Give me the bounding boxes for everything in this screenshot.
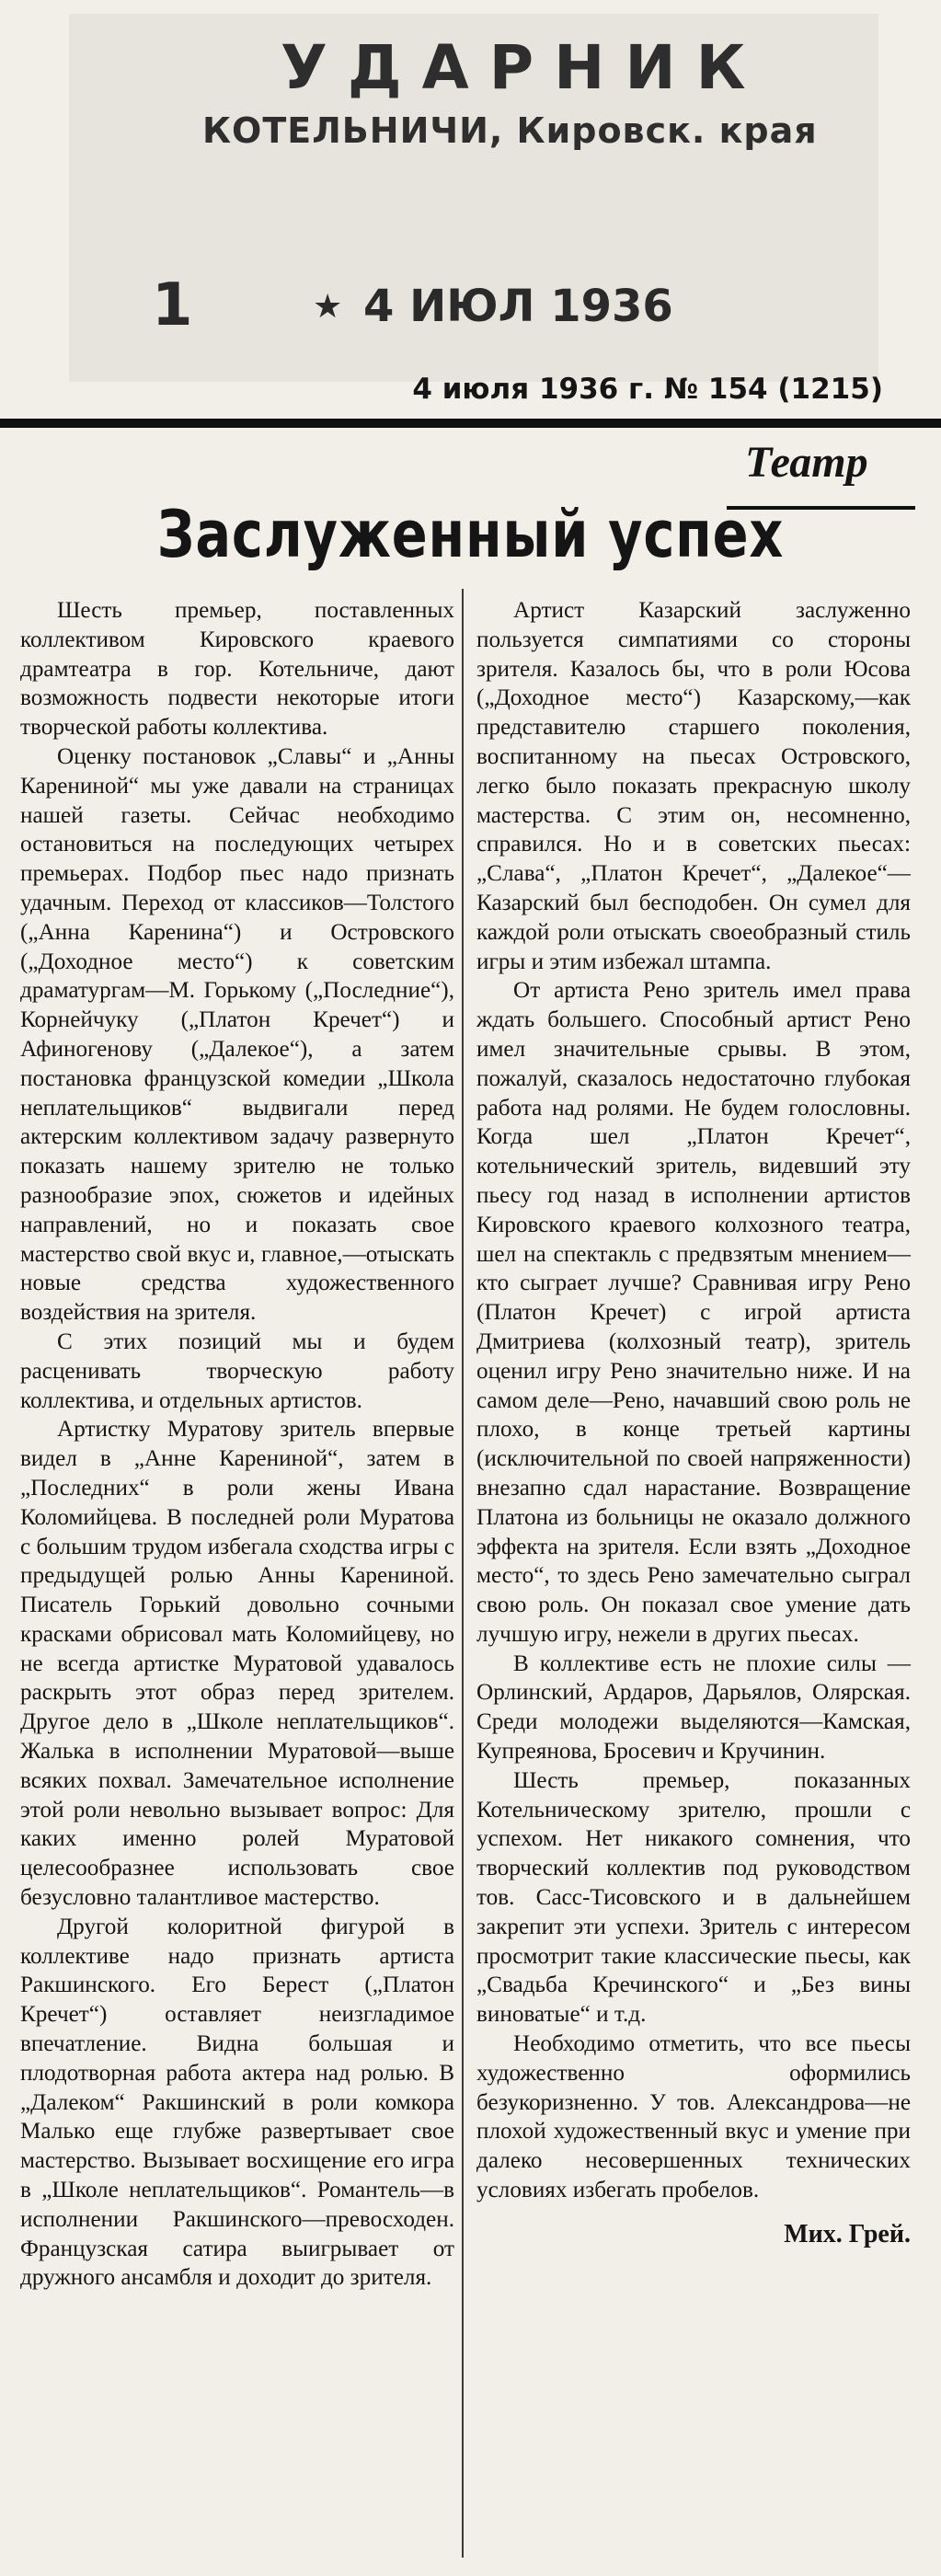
issue-date-number: 4 июля 1936 г. № 154 (1215) bbox=[412, 373, 883, 406]
author-signature: Мих. Грей. bbox=[784, 2219, 911, 2248]
column-divider bbox=[462, 589, 464, 2558]
article-paragraph: С этих позиций мы и будем расценивать творческую работу коллектива, и отдельных артистов. bbox=[20, 1328, 454, 1413]
article-paragraph: Оценку постановок „Славы“ и „Анны Карениной“ мы уже давали на страницах нашей газеты. Сейчас необходимо остановиться на последующих четырех премьерах. Подбор пьес надо признать удачным. Переход от классиков—Толстого („Анна Каренина“) и Островского („Доходное место“) к советским драматургам—М. Горькому („Последние“), Корнейчуку („Платон Кречет“) и Афиногенову („Далекое“), а затем постановка французской комедии „Школа неплательщиков“ выдвигали перед актерским коллективом задачу развернуто показать нашему зрителю не только разнообразие эпох, сюжетов и идейных направлений, но и показать свое мастерство свой вкус и, главное,—отыскать новые средства художественного воздействия на зрителя. bbox=[20, 743, 454, 1326]
header-rule bbox=[0, 419, 941, 428]
article-paragraph: От артиста Рено зритель имел права ждать большего. Способный артист Рено имел значительные срывы. В этом, пожалуй, сказалось недостаточно глубокая работа над ролями. Не будем голословны. Когда шел „Платон Кречет“, котельнический зритель, видевший эту пьесу год назад в исполнении артистов Кировского краевого колхозного театра, шел на спектакль с предвзятым мнением—кто сыграет лучше? Сравнивая игру Рено (Платон Кречет) с игрой артиста Дмитриева (колхозный театр), зритель оценил игру Рено значительно ниже. И на самом деле—Рено, начавший свою роль не плохо, в конце третьей картины (исключительной по своей напряженности) внезапно сдал нарастание. Возвращение Платона из больницы не оказало должного эффекта на зрителя. Если взять „Доходное место“, то здесь Рено замечательно сыграл свою роль. Он показал свое умение дать лучшую игру, нежели в других пьесах. bbox=[476, 978, 911, 1647]
article-headline: Заслуженный успех bbox=[156, 497, 785, 572]
library-stamp-area bbox=[69, 14, 878, 382]
article-column-right bbox=[476, 596, 911, 2249]
star-icon: ★ bbox=[313, 288, 343, 326]
article-column-left bbox=[20, 596, 454, 2293]
article-paragraph: В коллективе есть не плохие силы — Орлинский, Ардаров, Дарьялов, Олярская. Среди молодежи выделяются—Камская, Купреянова, Бросевич и Кручинин. bbox=[476, 1650, 911, 1765]
article-paragraph: Другой колоритной фигурой в коллективе надо признать артиста Ракшинского. Его Берест („Платон Кречет“) оставляет неизгладимое впечатление. Видна большая и плодотворная работа актера над ролью. В „Далеком“ Ракшинский в роли комкора Малько еще глубже развертывает свое мастерство. Вызывает восхищение его игра в „Школе неплательщиков“. Романтель—в исполнении Ракшинского—превосходен. Французская сатира выигрывает от дружного ансамбля и доходит до зрителя. bbox=[20, 1914, 454, 2291]
stamp-date: 4 ИЮЛ 1936 bbox=[363, 281, 673, 332]
newspaper-place: КОТЕЛЬНИЧИ, Кировск. края bbox=[202, 110, 818, 151]
article-paragraph: Шесть премьер, поставленных коллективом Кировского краевого драмтеатра в гор. Котельниче, дают возможность подвести некоторые итоги творческой работы коллектива. bbox=[20, 598, 454, 741]
article-paragraph: Необходимо отметить, что все пьесы художественно оформились безукоризненно. У тов. Александрова—не плохой художественный вкус и умение при далеко несовершенных технических условиях избегать пробелов. bbox=[476, 2031, 911, 2203]
article-paragraph: Артистку Муратову зритель впервые видел в „Анне Карениной“, затем в „Последних“ в роли жены Ивана Коломийцева. В последней роли Муратова с большим трудом избегала сходства игры с предыдущей ролью Анны Карениной. Писатель Горький довольно сочными красками обрисовал мать Коломийцеву, но не всегда артистке Муратовой удавалось раскрыть этот образ перед зрителем. Другое дело в „Школе неплательщиков“. Жалька в исполнении Муратовой—выше всяких похвал. Замечательное исполнение этой роли невольно вызывает вопрос: Для каких именно ролей Муратовой целесообразнее использовать свое безусловно талантливое мастерство. bbox=[20, 1417, 454, 1911]
section-rubric: Театр bbox=[745, 438, 868, 487]
stamp-number: 1 bbox=[152, 271, 193, 339]
article-paragraph: Артист Казарский заслуженно пользуется симпатиями со стороны зрителя. Казалось бы, что в роли Юсова („Доходное место“) Казарскому,—как представителю старшего поколения, воспитанному на пьесах Островского, легко было показать прекрасную школу мастерства. С этим он, несомненно, справился. Но и в советских пьесах: „Слава“, „Платон Кречет“, „Далекое“—Казарский был бесподобен. Он сумел для каждой роли отыскать своеобразный стиль игры и этим избежал штампа. bbox=[476, 598, 911, 974]
article-paragraph: Шесть премьер, показанных Котельническому зрителю, прошли с успехом. Нет никакого сомнения, что творческий коллектив под руководством тов. Сасс-Тисовского и в дальнейшем закрепит эти успехи. Зритель с интересом просмотрит такие классические пьесы, как „Свадьба Кречинского“ и „Без вины виноватые“ и т.д. bbox=[476, 1767, 911, 2028]
newspaper-title: УДАРНИК bbox=[281, 32, 766, 103]
